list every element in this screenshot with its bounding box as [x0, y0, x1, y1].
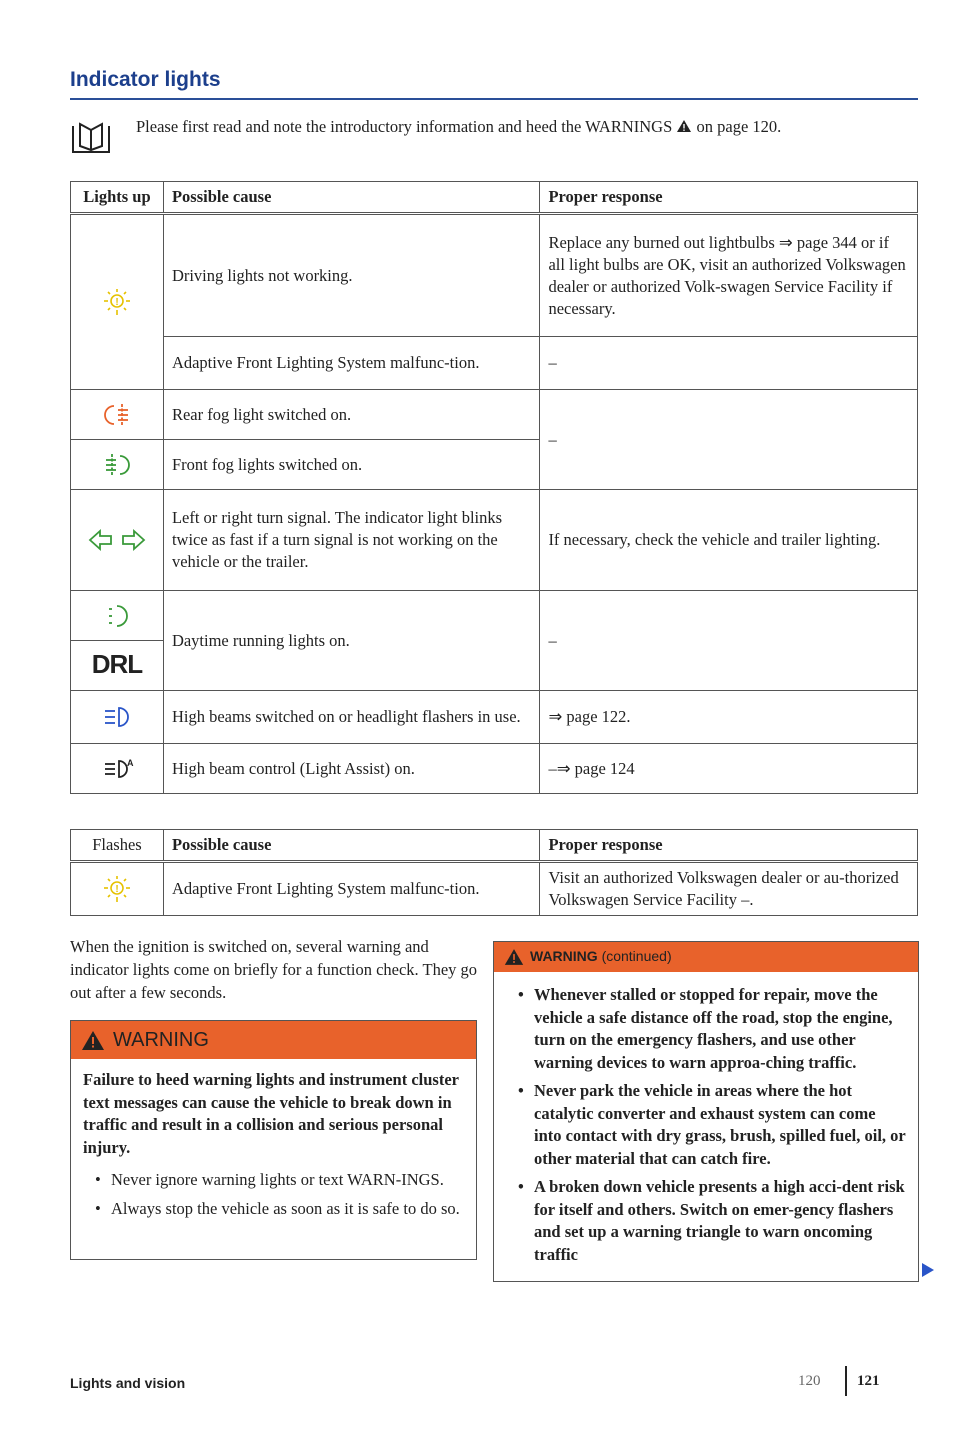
- rear-fog-light-icon: [100, 402, 134, 428]
- response-cell: Visit an authorized Volkswagen dealer or au-thorized Volkswagen Service Facility –.: [540, 862, 918, 916]
- turn-signal-icon: [87, 527, 147, 553]
- warning-item: • A broken down vehicle presents a high acci-dent risk for itself and others. Switch on emer-gency flashers and set up a warning triangle to warn oncoming traffic: [518, 1176, 906, 1266]
- cause-cell: Left or right turn signal. The indicator light blinks twice as fast if a turn signal is not working on the vehicle or the trailer.: [163, 490, 540, 591]
- flashes-table: [70, 829, 918, 916]
- table-row: [71, 744, 918, 794]
- icon-cell: [71, 862, 164, 916]
- warning-item: • Never ignore warning lights or text WARN-INGS.: [95, 1169, 464, 1192]
- page-number-left: 120: [798, 1373, 821, 1389]
- intro-after: on page 120.: [696, 117, 782, 136]
- response-cell: –: [540, 337, 918, 390]
- response-cell: If necessary, check the vehicle and trailer lighting.: [540, 490, 918, 591]
- light-failure-icon: [100, 874, 134, 904]
- high-beam-icon: [100, 704, 134, 730]
- svg-text:A: A: [126, 757, 134, 768]
- cause-cell: Adaptive Front Lighting System malfunc-tion.: [163, 862, 540, 916]
- footer-section: Lights and vision: [70, 1375, 186, 1391]
- table-row: [71, 337, 918, 390]
- icon-cell: [71, 490, 164, 591]
- response-cell: –: [540, 390, 918, 490]
- table-row: [71, 490, 918, 591]
- header-flashes: Flashes: [71, 830, 164, 862]
- response-cell: –: [540, 591, 918, 691]
- cause-cell: Daytime running lights on.: [163, 591, 540, 691]
- warning-intro: Failure to heed warning lights and instrument cluster text messages can cause the vehicle to break down in traffic and result in a collision and serious personal injury.: [83, 1070, 459, 1157]
- continue-arrow-icon: [921, 1262, 935, 1278]
- cause-cell: Driving lights not working.: [163, 214, 540, 337]
- cause-cell: High beams switched on or headlight flashers in use.: [163, 691, 540, 744]
- icon-cell: [71, 744, 164, 794]
- warning-title-text: WARNING: [530, 948, 598, 964]
- intro-before: Please first read and note the introductory information and heed the WARNINGS: [136, 117, 673, 136]
- response-cell: –⇒ page 124: [540, 744, 918, 794]
- table-row: [71, 591, 918, 641]
- page-title: Indicator lights: [70, 68, 221, 91]
- warning-triangle-icon: [676, 119, 692, 133]
- warning-body: [494, 972, 918, 1278]
- warning-body: [71, 1059, 476, 1232]
- warning-header: [494, 942, 918, 972]
- header-lights-up: Lights up: [71, 182, 164, 214]
- response-cell: ⇒ page 122.: [540, 691, 918, 744]
- warning-list: [83, 1169, 464, 1220]
- warning-continued-box: [493, 941, 919, 1282]
- cause-cell: Front fog lights switched on.: [163, 440, 540, 490]
- page-number-right: 121: [857, 1373, 880, 1389]
- header-response: Proper response: [540, 182, 918, 214]
- response-cell: Replace any burned out lightbulbs ⇒ page 344 or if all light bulbs are OK, visit an authorized Volkswagen dealer or authorized Volk-swagen Service Facility if necessary.: [540, 214, 918, 337]
- warning-title: WARNING: [113, 1029, 209, 1051]
- page-separator: [845, 1366, 847, 1396]
- cause-cell: High beam control (Light Assist) on.: [163, 744, 540, 794]
- warning-triangle-icon: [504, 948, 524, 966]
- icon-cell: [71, 591, 164, 641]
- icon-cell: [71, 390, 164, 440]
- icon-cell: [71, 214, 164, 390]
- warning-item: • Always stop the vehicle as soon as it is safe to do so.: [95, 1198, 464, 1221]
- svg-text:!: !: [115, 297, 119, 308]
- icon-cell: [71, 440, 164, 490]
- icon-cell: [71, 691, 164, 744]
- warning-item: • Never park the vehicle in areas where the hot catalytic converter and exhaust system can come into contact with dry grass, brush, spilled fuel, oil, or other material that can catch fire.: [518, 1080, 906, 1170]
- drl-icon: DRL: [91, 648, 143, 679]
- front-fog-light-icon: [100, 452, 134, 478]
- warning-item: • Whenever stalled or stopped for repair, move the vehicle a safe distance off the road, stop the engine, turn on the emergency flashers, and use other warning devices to warn approa-ching traffic.: [518, 984, 906, 1074]
- table-header-row: [71, 182, 918, 214]
- light-assist-icon: [100, 756, 134, 782]
- warning-title-suffix: (continued): [601, 948, 672, 964]
- header-cause: Possible cause: [163, 182, 540, 214]
- icon-cell: [71, 641, 164, 691]
- function-check-paragraph: When the ignition is switched on, several warning and indicator lights come on briefly for a function check. They go out after a few seconds.: [70, 937, 478, 1002]
- title-rule: [70, 98, 918, 100]
- cause-cell: Adaptive Front Lighting System malfunc-tion.: [163, 337, 540, 390]
- daytime-running-light-icon: [100, 602, 134, 630]
- header-cause: Possible cause: [163, 830, 540, 862]
- table-header-row: [71, 830, 918, 862]
- cause-cell: Rear fog light switched on.: [163, 390, 540, 440]
- table-row: [71, 691, 918, 744]
- warning-box: [70, 1020, 477, 1260]
- warning-title: [530, 948, 672, 964]
- table-row: [71, 862, 918, 916]
- table-row: [71, 214, 918, 337]
- warning-header: [71, 1021, 476, 1059]
- book-icon: [70, 120, 112, 154]
- header-response: Proper response: [540, 830, 918, 862]
- intro-text: [136, 117, 781, 137]
- svg-text:!: !: [115, 884, 119, 895]
- warning-triangle-icon: [81, 1030, 105, 1051]
- lights-up-table: [70, 181, 918, 794]
- table-row: [71, 390, 918, 440]
- light-failure-icon: [100, 287, 134, 317]
- warning-list: [506, 984, 906, 1266]
